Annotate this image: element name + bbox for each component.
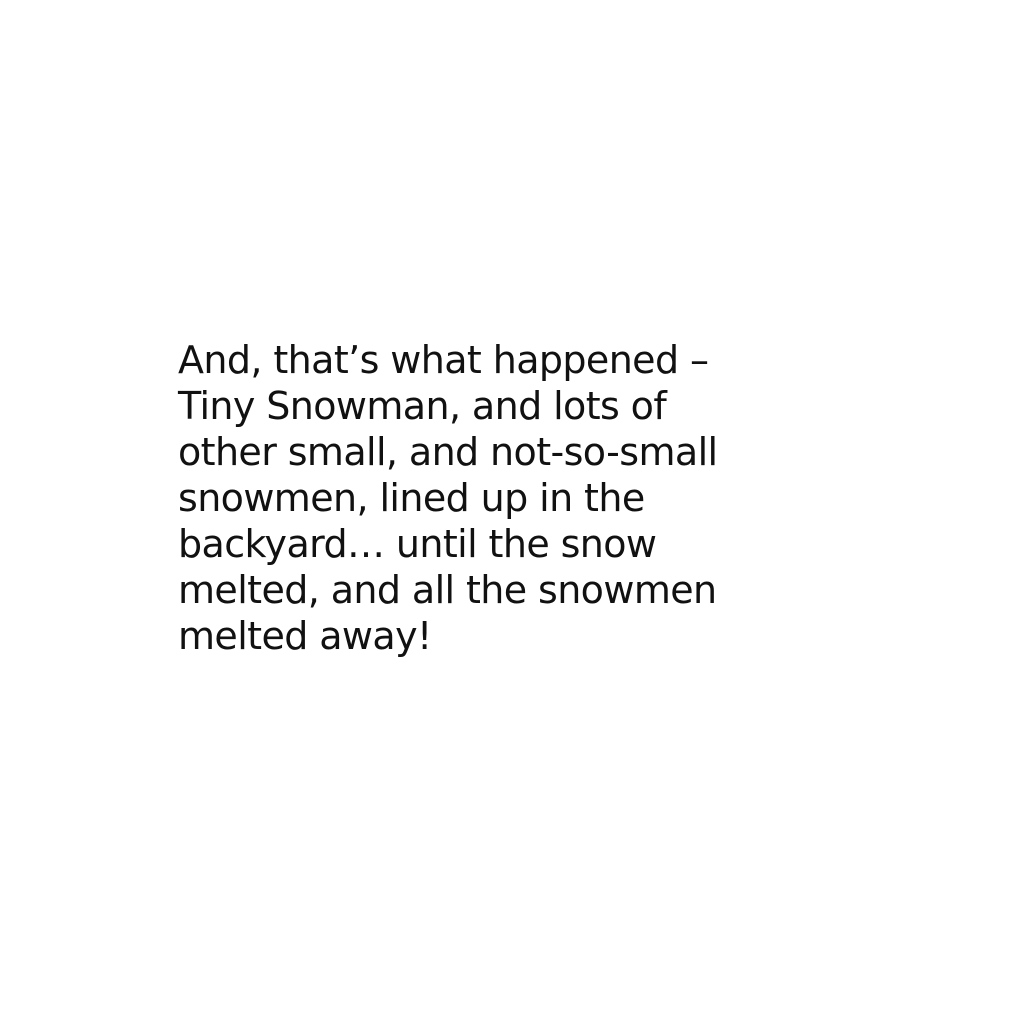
story-line-3: other small, and not-so-small [178, 430, 718, 474]
story-line-5: backyard… until the snow [178, 522, 657, 566]
story-line-4: snowmen, lined up in the [178, 476, 645, 520]
story-text [178, 337, 878, 659]
story-line-2: Tiny Snowman, and lots of [178, 384, 667, 428]
story-line-7: melted away! [178, 614, 432, 658]
story-line-1: And, that’s what happened – [178, 338, 709, 382]
story-line-6: melted, and all the snowmen [178, 568, 717, 612]
